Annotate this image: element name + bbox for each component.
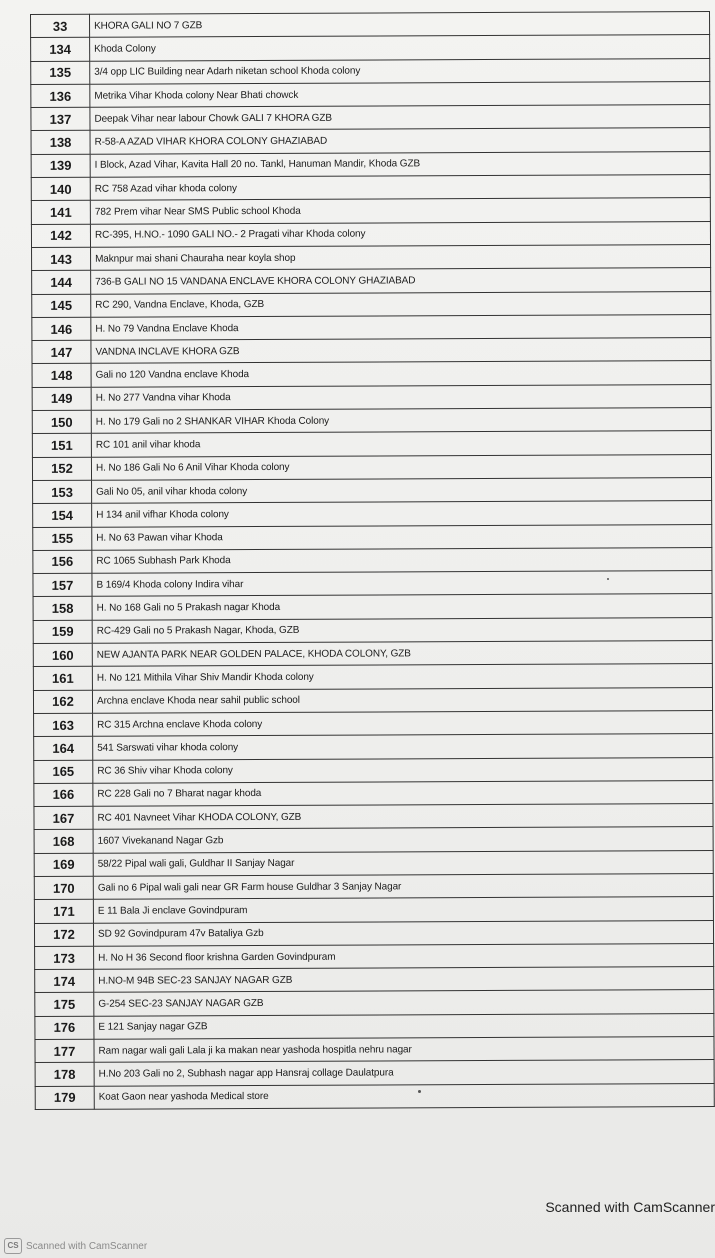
table-row [34,850,713,876]
scan-speck [607,578,609,580]
address-cell: 782 Prem vihar Near SMS Public school Khoda [90,198,710,224]
scan-speck [418,1090,421,1093]
address-cell: VANDNA INCLAVE KHORA GZB [91,338,711,364]
serial-number: 134 [31,38,90,62]
address-cell: 3/4 opp LIC Building near Adarh niketan school Khoda colony [90,58,710,84]
table-row [34,757,713,783]
serial-number: 151 [32,434,91,458]
serial-number: 146 [32,317,91,341]
table-row [35,967,714,993]
address-cell: I Block, Azad Vihar, Kavita Hall 20 no. Tankl, Hanuman Mandir, Khoda GZB [90,151,710,177]
address-cell: 58/22 Pipal wali gali, Guldhar II Sanjay Nagar [93,850,713,876]
table-row [34,874,713,900]
table-row [32,408,711,434]
serial-number: 178 [35,1063,94,1087]
serial-number: 159 [33,620,92,644]
address-cell: Ram nagar wali gali Lala ji ka makan near yashoda hospitla nehru nagar [94,1037,714,1063]
address-cell: Maknpur mai shani Chauraha near koyla shop [91,245,711,271]
address-cell: RC 401 Navneet Vihar KHODA COLONY, GZB [93,804,713,830]
table-row [33,664,712,690]
table-row [33,501,712,527]
serial-number: 173 [35,946,94,970]
address-cell: 736-B GALI NO 15 VANDANA ENCLAVE KHORA COLONY GHAZIABAD [91,268,711,294]
serial-number: 162 [33,690,92,714]
address-cell: H. No 277 Vandna vihar Khoda [91,384,711,410]
address-cell: RC 1065 Subhash Park Khoda [92,547,712,573]
table-row [32,245,711,271]
serial-number: 164 [34,736,93,760]
table-row [34,897,713,923]
serial-number: 140 [31,177,90,201]
table-row [35,990,714,1016]
address-cell: RC 228 Gali no 7 Bharat nagar khoda [93,780,713,806]
address-cell: RC 36 Shiv vihar Khoda colony [93,757,713,783]
table-row [32,268,711,294]
address-cell: RC 101 anil vihar khoda [91,431,711,457]
serial-number: 145 [32,294,91,318]
serial-number: 177 [35,1039,94,1063]
address-cell: H 134 anil vifhar Khoda colony [92,501,712,527]
table-row [32,338,711,364]
address-cell: R-58-A AZAD VIHAR KHORA COLONY GHAZIABAD [90,128,710,154]
serial-number: 33 [31,14,90,38]
table-row [31,58,710,84]
table-row [33,547,712,573]
address-cell: H.No 203 Gali no 2, Subhash nagar app Hansraj collage Daulatpura [94,1060,714,1086]
table-row [35,1013,714,1039]
address-cell: Koat Gaon near yashoda Medical store [94,1083,714,1109]
table-row [32,454,711,480]
address-cell: 541 Sarswati vihar khoda colony [93,734,713,760]
scanned-with-camscanner-text: Scanned with CamScanner [545,1199,715,1215]
address-cell: H. No 186 Gali No 6 Anil Vihar Khoda colony [91,454,711,480]
serial-number: 160 [33,643,92,667]
address-cell: RC-395, H.NO.- 1090 GALI NO.- 2 Pragati vihar Khoda colony [90,221,710,247]
address-cell: Khoda Colony [90,35,710,61]
address-cell: 1607 Vivekanand Nagar Gzb [93,827,713,853]
table-row [33,477,712,503]
table-row [35,1083,714,1109]
table-row [31,151,710,177]
address-cell: Archna enclave Khoda near sahil public school [92,687,712,713]
camscanner-watermark [4,1238,147,1254]
address-cell: H. No 63 Pawan vihar Khoda [92,524,712,550]
table-row [32,384,711,410]
serial-number: 153 [33,480,92,504]
table-row [31,81,710,107]
address-table [30,11,715,1110]
serial-number: 169 [34,853,93,877]
table-row [33,524,712,550]
serial-number: 157 [33,573,92,597]
table-row [33,687,712,713]
serial-number: 152 [32,457,91,481]
table-row [35,1060,714,1086]
table-row [33,571,712,597]
serial-number: 168 [34,830,93,854]
table-row [31,198,710,224]
address-table-body [31,12,715,1110]
camscanner-logo-icon: CS [4,1238,22,1254]
serial-number: 137 [31,107,90,131]
address-cell: Gali no 120 Vandna enclave Khoda [91,361,711,387]
serial-number: 147 [32,340,91,364]
address-cell: KHORA GALI NO 7 GZB [90,12,710,38]
address-cell: H. No H 36 Second floor krishna Garden Govindpuram [94,943,714,969]
table-row [33,594,712,620]
serial-number: 179 [35,1086,94,1110]
serial-number: 148 [32,364,91,388]
table-row [32,361,711,387]
address-cell: Gali no 6 Pipal wali gali near GR Farm house Guldhar 3 Sanjay Nagar [93,874,713,900]
address-cell: RC 290, Vandna Enclave, Khoda, GZB [91,291,711,317]
address-cell: E 121 Sanjay nagar GZB [94,1013,714,1039]
serial-number: 158 [33,597,92,621]
address-cell: RC 315 Archna enclave Khoda colony [93,710,713,736]
serial-number: 143 [32,247,91,271]
table-row [31,221,710,247]
serial-number: 138 [31,131,90,155]
address-cell: RC-429 Gali no 5 Prakash Nagar, Khoda, GZB [92,617,712,643]
serial-number: 150 [32,410,91,434]
address-cell: Metrika Vihar Khoda colony Near Bhati chowck [90,81,710,107]
serial-number: 165 [34,760,93,784]
address-cell: H. No 179 Gali no 2 SHANKAR VIHAR Khoda Colony [91,408,711,434]
serial-number: 166 [34,783,93,807]
table-row [34,710,713,736]
serial-number: 149 [32,387,91,411]
table-row [33,641,712,667]
table-row [33,617,712,643]
serial-number: 167 [34,806,93,830]
address-cell: H.NO-M 94B SEC-23 SANJAY NAGAR GZB [94,967,714,993]
table-row [34,804,713,830]
table-row [35,943,714,969]
address-cell: SD 92 Govindpuram 47v Bataliya Gzb [93,920,713,946]
serial-number: 144 [32,271,91,295]
serial-number: 142 [31,224,90,248]
address-cell: NEW AJANTA PARK NEAR GOLDEN PALACE, KHODA COLONY, GZB [92,641,712,667]
serial-number: 139 [31,154,90,178]
serial-number: 141 [31,201,90,225]
table-row [32,431,711,457]
serial-number: 171 [34,900,93,924]
table-row [31,175,710,201]
table-row [31,128,710,154]
table-row [32,314,711,340]
address-cell: H. No 168 Gali no 5 Prakash nagar Khoda [92,594,712,620]
address-cell: RC 758 Azad vihar khoda colony [90,175,710,201]
serial-number: 154 [33,503,92,527]
address-cell: H. No 79 Vandna Enclave Khoda [91,314,711,340]
address-cell: G-254 SEC-23 SANJAY NAGAR GZB [94,990,714,1016]
serial-number: 172 [34,923,93,947]
watermark-text: Scanned with CamScanner [26,1240,148,1252]
table-row [35,1037,714,1063]
table-row [31,105,710,131]
serial-number: 174 [35,969,94,993]
serial-number: 136 [31,84,90,108]
table-row [32,291,711,317]
serial-number: 163 [34,713,93,737]
table-row [34,827,713,853]
serial-number: 170 [34,876,93,900]
serial-number: 156 [33,550,92,574]
serial-number: 176 [35,1016,94,1040]
table-row [31,35,710,61]
address-cell: E 11 Bala Ji enclave Govindpuram [93,897,713,923]
address-cell: H. No 121 Mithila Vihar Shiv Mandir Khoda colony [92,664,712,690]
table-row [34,780,713,806]
address-cell: B 169/4 Khoda colony Indira vihar [92,571,712,597]
address-cell: Deepak Vihar near labour Chowk GALI 7 KHORA GZB [90,105,710,131]
serial-number: 135 [31,61,90,85]
serial-number: 175 [35,993,94,1017]
serial-number: 161 [33,667,92,691]
table-row [34,920,713,946]
serial-number: 155 [33,527,92,551]
table-row [31,12,710,38]
address-cell: Gali No 05, anil vihar khoda colony [92,477,712,503]
table-row [34,734,713,760]
